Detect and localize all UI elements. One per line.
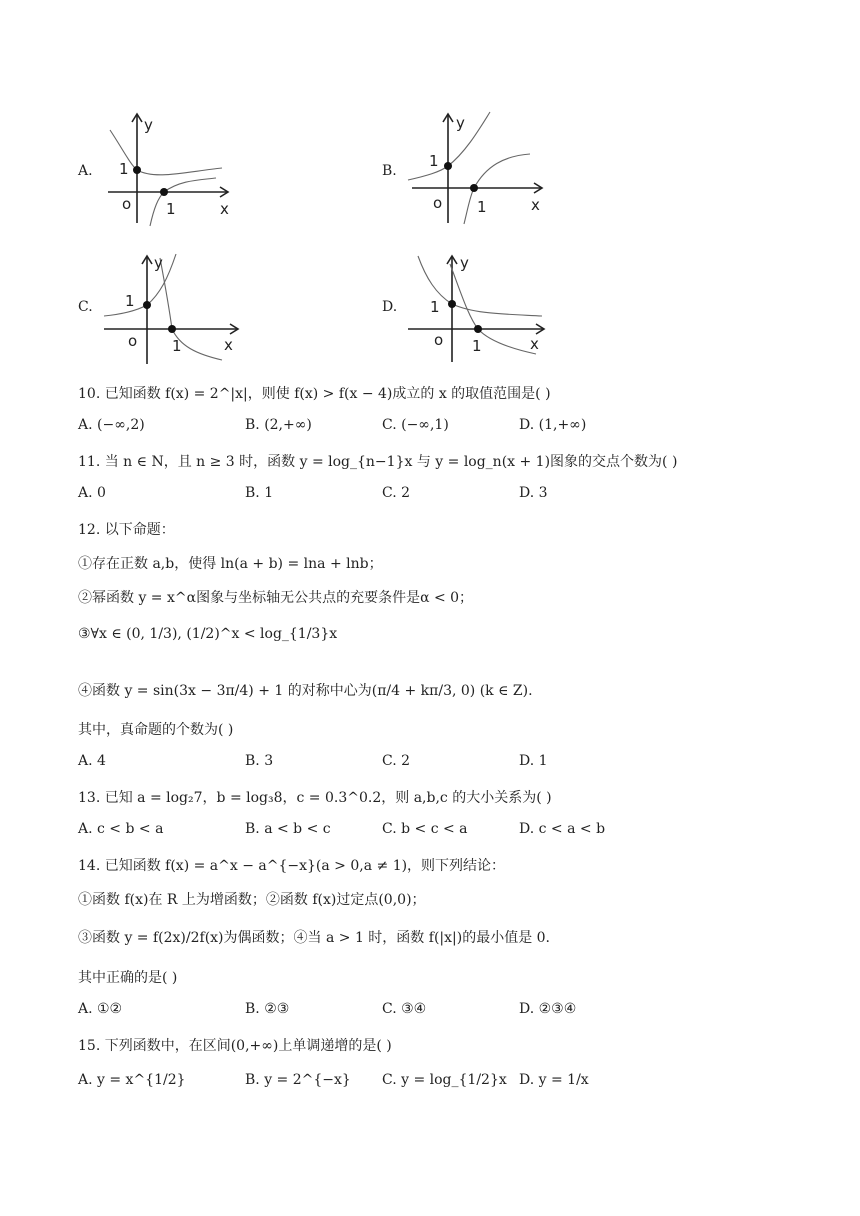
option-d-label: D. <box>382 299 398 315</box>
q14-option-d: D. ②③④ <box>519 1001 577 1017</box>
q15-option-c: C. y = log_{1/2}x <box>382 1072 507 1088</box>
q11-option-d: D. 3 <box>519 485 548 501</box>
q14-ask: 其中正确的是( ) <box>78 970 178 986</box>
question-13-stem: 13. 已知 a = log₂7，b = log₃8，c = 0.3^0.2，则 a,b,c 的大小关系为( ) <box>78 790 552 806</box>
x-axis-label: x <box>531 196 540 214</box>
q11-option-c: C. 2 <box>382 485 411 501</box>
question-15-stem: 15. 下列函数中，在区间(0,+∞)上单调递增的是( ) <box>78 1038 392 1054</box>
x-intercept-label: 1 <box>472 337 482 355</box>
graph-a <box>100 108 240 228</box>
q15-option-a: A. y = x^{1/2} <box>78 1072 186 1088</box>
q11-option-a: A. 0 <box>78 485 106 501</box>
q14-statements-1: ①函数 f(x)在 R 上为增函数；②函数 f(x)过定点(0,0)； <box>78 892 426 908</box>
q15-option-b: B. y = 2^{−x} <box>245 1072 351 1088</box>
q12-option-a: A. 4 <box>78 753 106 769</box>
q15-option-d: D. y = 1/x <box>519 1072 589 1088</box>
q14-statements-2: ③函数 y = f(2x)/2f(x)为偶函数；④当 a > 1 时，函数 f(|x|)的最小值是 0. <box>78 930 550 946</box>
question-10-stem: 10. 已知函数 f(x) = 2^|x|，则使 f(x) > f(x − 4)成立的 x 的取值范围是( ) <box>78 386 551 402</box>
q10-option-d: D. (1,+∞) <box>519 417 587 433</box>
y-axis-label: y <box>460 254 469 272</box>
question-11-stem: 11. 当 n ∈ N，且 n ≥ 3 时，函数 y = log_{n−1}x 与 y = log_n(x + 1)图象的交点个数为( ) <box>78 454 678 470</box>
q14-option-c: C. ③④ <box>382 1001 427 1017</box>
graph-d <box>404 250 549 368</box>
q11-option-b: B. 1 <box>245 485 274 501</box>
y-axis-label: y <box>456 114 465 132</box>
x-intercept-label: 1 <box>172 337 182 355</box>
q12-proposition-3: ③∀x ∈ (0, 1/3), (1/2)^x < log_{1/3}x <box>78 626 338 642</box>
q12-ask: 其中，真命题的个数为( ) <box>78 722 234 738</box>
q13-option-c: C. b < c < a <box>382 821 468 837</box>
q12-option-b: B. 3 <box>245 753 274 769</box>
option-c-label: C. <box>78 299 93 315</box>
origin-label: o <box>122 195 132 213</box>
q13-option-a: A. c < b < a <box>78 821 164 837</box>
x-axis-label: x <box>220 200 229 218</box>
x-intercept-label: 1 <box>166 200 176 218</box>
y-axis-label: y <box>144 116 153 134</box>
y-intercept-label: 1 <box>430 298 440 316</box>
q12-proposition-2: ②幂函数 y = x^α图象与坐标轴无公共点的充要条件是α < 0； <box>78 590 474 606</box>
y-axis-label: y <box>154 254 163 272</box>
y-intercept-label: 1 <box>429 152 439 170</box>
origin-label: o <box>128 332 138 350</box>
y-intercept-label: 1 <box>125 292 135 310</box>
option-a-label: A. <box>78 163 93 179</box>
q13-option-b: B. a < b < c <box>245 821 331 837</box>
x-intercept-label: 1 <box>477 198 487 216</box>
x-axis-label: x <box>224 336 233 354</box>
origin-label: o <box>433 194 443 212</box>
question-12-stem: 12. 以下命题： <box>78 522 175 538</box>
q10-option-a: A. (−∞,2) <box>78 417 145 433</box>
q13-option-d: D. c < a < b <box>519 821 606 837</box>
q14-option-a: A. ①② <box>78 1001 123 1017</box>
graph-b <box>404 108 549 228</box>
q14-option-b: B. ②③ <box>245 1001 290 1017</box>
q12-proposition-1: ①存在正数 a,b，使得 ln(a + b) = lna + lnb； <box>78 556 383 572</box>
origin-label: o <box>434 331 444 349</box>
q12-option-c: C. 2 <box>382 753 411 769</box>
q10-option-c: C. (−∞,1) <box>382 417 449 433</box>
x-axis-label: x <box>530 335 539 353</box>
question-14-stem: 14. 已知函数 f(x) = a^x − a^{−x}(a > 0,a ≠ 1)，则下列结论： <box>78 858 506 874</box>
q12-option-d: D. 1 <box>519 753 548 769</box>
q12-proposition-4: ④函数 y = sin(3x − 3π/4) + 1 的对称中心为(π/4 + kπ/3, 0) (k ∈ Z). <box>78 683 533 699</box>
y-intercept-label: 1 <box>119 160 129 178</box>
graph-c <box>100 250 245 368</box>
option-b-label: B. <box>382 163 397 179</box>
q10-option-b: B. (2,+∞) <box>245 417 312 433</box>
